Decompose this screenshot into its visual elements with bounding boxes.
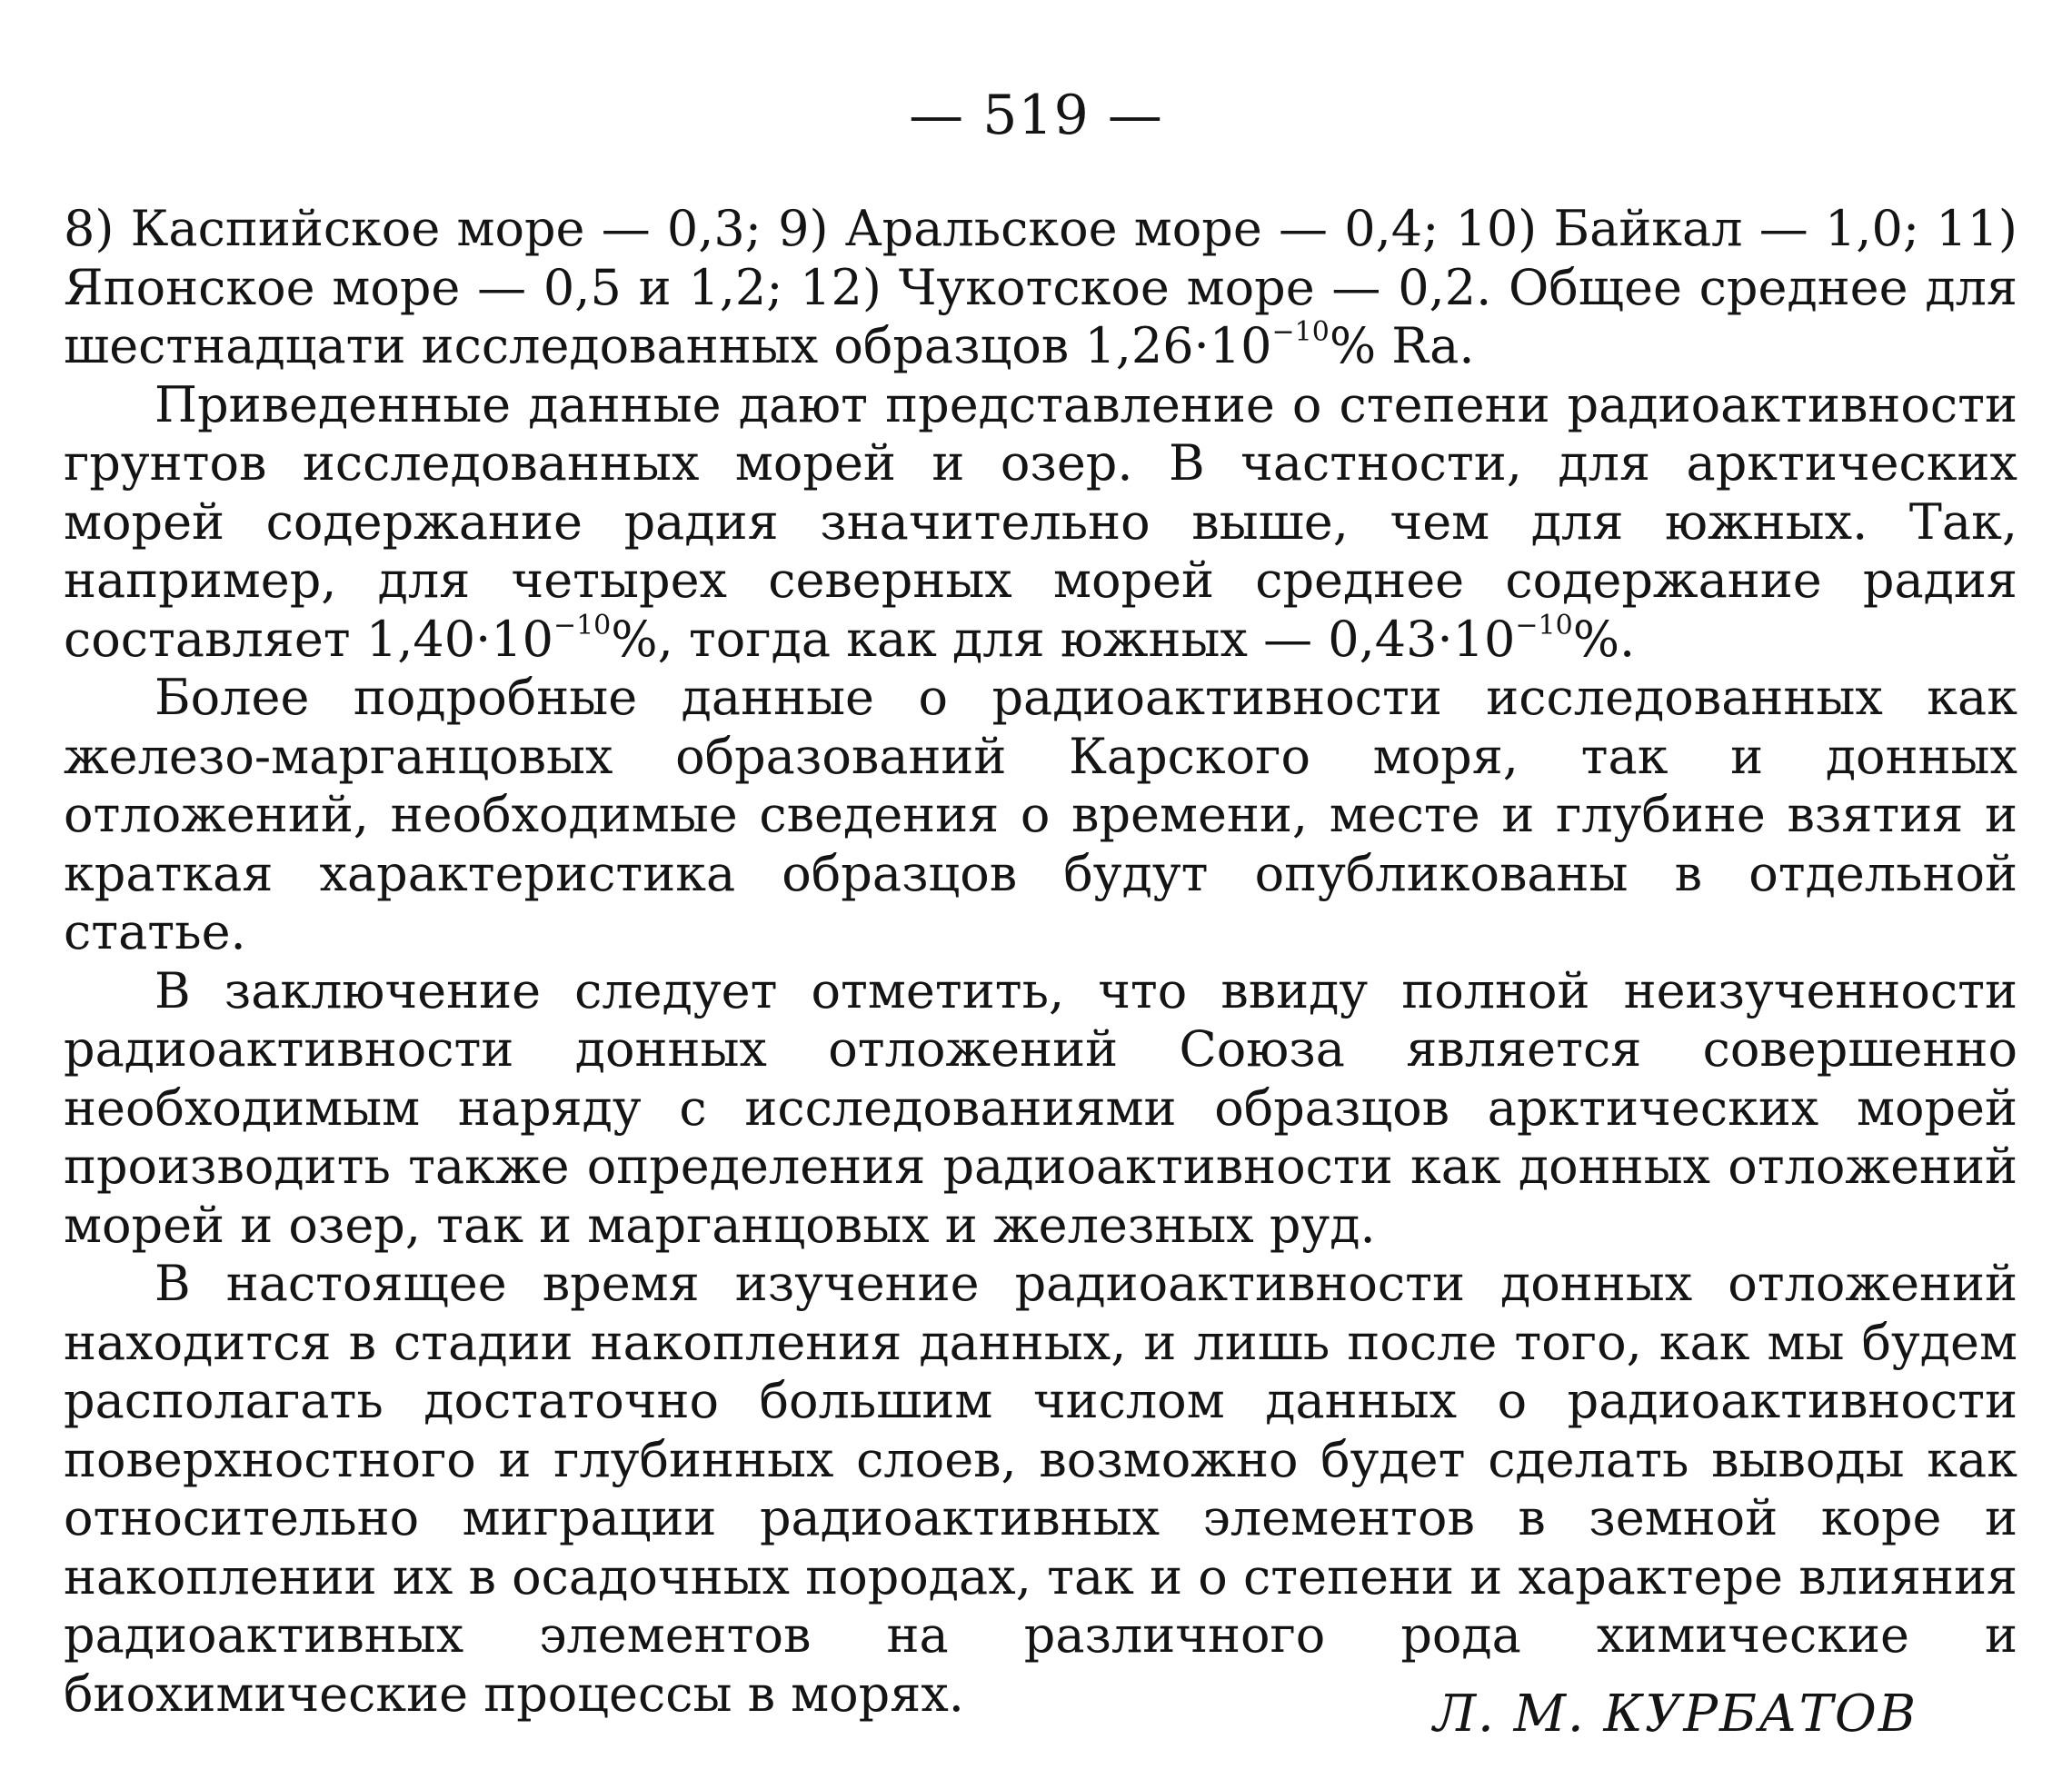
paragraph <box>64 1255 2017 1724</box>
exponent: −10 <box>1271 316 1330 348</box>
paragraph <box>64 669 2017 962</box>
paragraph <box>64 376 2017 670</box>
article-body <box>64 200 2017 1724</box>
text-run: В настоящее время изучение радиоактивности донных отложений находится в стадии накопления данных, и лишь после того, как мы будем располагать достаточно большим числом данных о радиоактивности поверхностного и глубинных слоев, возможно будет сделать выводы как относительно миграции радиоактивных элементов в земной коре и накоплении их в осадочных породах, так и о степени и характере влияния радиоактивных элементов на различного рода химические и биохимические процессы в морях. <box>64 1255 2017 1723</box>
text-run: %. <box>1572 610 1636 668</box>
author-signature: Л. М. КУРБАТОВ <box>1433 1685 1918 1744</box>
text-run: 8) Каспийское море — 0,3; 9) Аральское море — 0,4; 10) Байкал — 1,0; 11) Японское море — 0,5 и 1,2; 12) Чукотское море — 0,2. Общее среднее для шестнадцати исследованных образцов 1,26·10 <box>64 200 2017 374</box>
text-run: % Ra. <box>1329 317 1475 374</box>
exponent: −10 <box>553 609 612 641</box>
text-run: %, тогда как для южных — 0,43·10 <box>611 610 1516 668</box>
text-run: Более подробные данные о радиоактивности исследованных как железо-марганцовых образований Карского моря, так и донных отложений, необходимые сведения о времени, месте и глубине взятия и краткая характеристика образцов будут опубликованы в отдельной статье. <box>64 669 2017 960</box>
exponent: −10 <box>1515 609 1573 641</box>
paragraph <box>64 962 2017 1256</box>
text-run: Приведенные данные дают представление о степени радиоактивности грунтов исследованных морей и озер. В частности, для арктических морей содержание радия значительно выше, чем для южных. Так, например, для четырех северных морей среднее содержание радия составляет 1,40·10 <box>64 375 2017 668</box>
paragraph <box>64 200 2017 376</box>
text-run: В заключение следует отметить, что ввиду полной неизученности радиоактивности донных отложений Союза является совершенно необходимым наряду с исследованиями образцов арктических морей производить также определения радиоактивности как донных отложений морей и озер, так и марганцовых и железных руд. <box>64 961 2017 1254</box>
page-number: — 519 — <box>909 84 1163 147</box>
